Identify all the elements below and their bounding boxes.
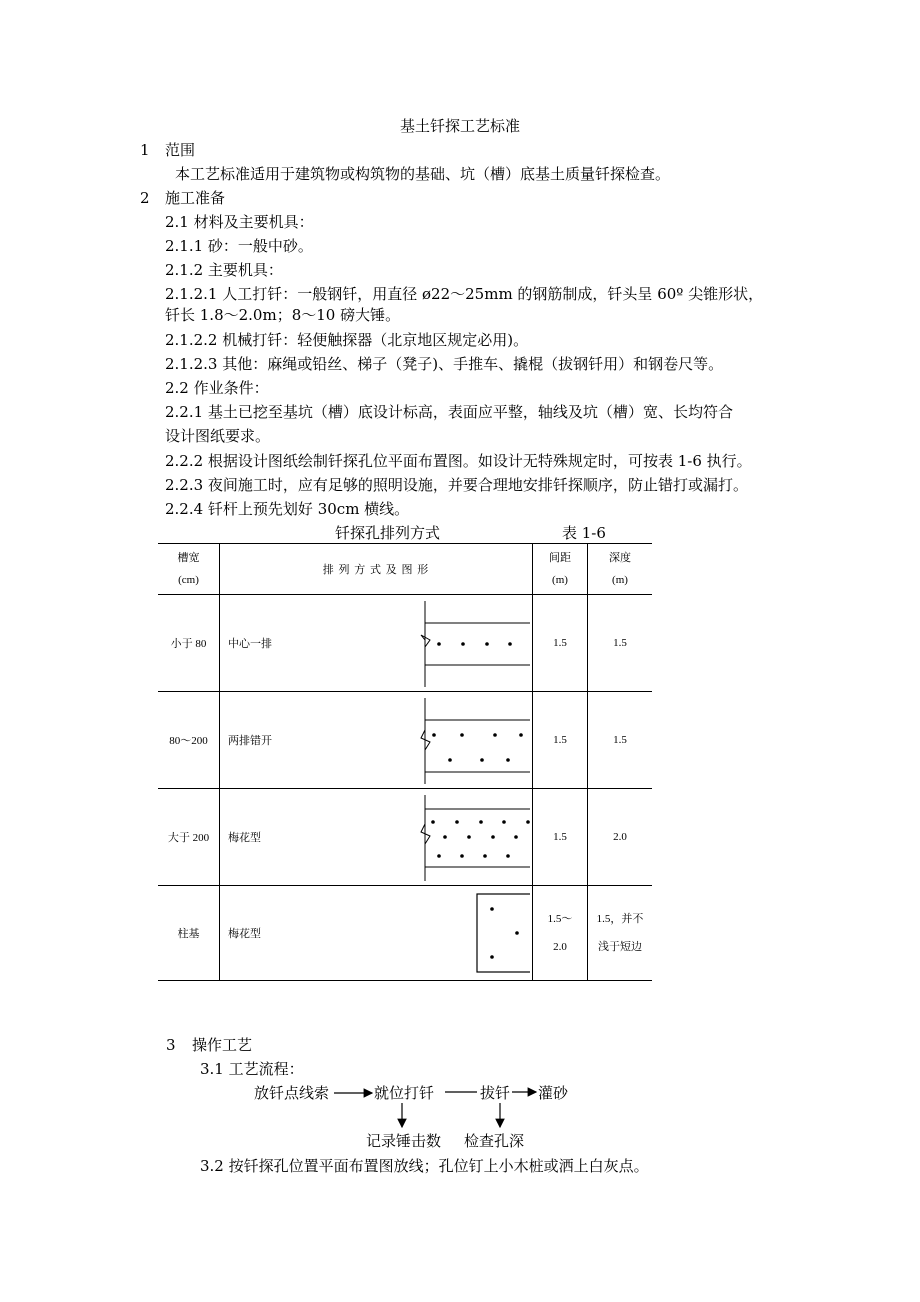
row-width: 80～200 [158, 692, 220, 789]
para-3-1: 3.1 工艺流程： [200, 1060, 304, 1078]
row-method-label: 梅花型 [228, 832, 261, 844]
row-depth: 2.0 [588, 789, 653, 886]
header-depth-label: 深度 [609, 552, 631, 564]
header-spacing-unit: (m) [552, 574, 568, 586]
para-2-2-1: 2.2.1 基土已挖至基坑（槽）底设计标高，表面应平整，轴线及坑（槽）宽、长均符合 [165, 403, 733, 421]
para-2-2-4: 2.2.4 钎杆上预先划好 30cm 横线。 [165, 500, 410, 518]
table-number: 表 1-6 [562, 524, 606, 542]
row-depth-line2: 浅于短边 [598, 941, 642, 953]
row-spacing: 1.5 [533, 789, 588, 886]
row-spacing: 1.5 [533, 595, 588, 692]
header-spacing-label: 间距 [549, 552, 571, 564]
row-spacing: 1.5 [533, 692, 588, 789]
flow-step-4: 灌砂 [538, 1084, 569, 1102]
para-2-2-1-cont: 设计图纸要求。 [165, 427, 271, 445]
para-2-1-1: 2.1.1 砂：一般中砂。 [165, 237, 313, 255]
header-width-label: 槽宽 [177, 552, 200, 564]
flow-sub-2: 检查孔深 [464, 1132, 525, 1150]
para-2-2: 2.2 作业条件： [165, 379, 269, 397]
section-2-number: 2 [140, 189, 150, 207]
section-1-text: 本工艺标准适用于建筑物或构筑物的基础、坑（槽）底基土质量钎探检查。 [175, 165, 671, 183]
row-spacing-line1: 1.5～ [547, 913, 573, 925]
section-3-number: 3 [166, 1036, 176, 1054]
para-2-1-2-1-cont: 钎长 1.8～2.0m；8～10 磅大锤。 [165, 306, 401, 324]
section-3-heading: 操作工艺 [192, 1036, 253, 1054]
para-2-2-2: 2.2.2 根据设计图纸绘制钎探孔位平面布置图。如设计无特殊规定时，可按表 1-6 执行。 [165, 452, 752, 470]
para-2-1-2-2: 2.1.2.2 机械打钎：轻便触探器（北京地区规定必用)。 [165, 331, 529, 349]
row-depth-line1: 1.5，并不 [596, 913, 644, 925]
flow-sub-1: 记录锤击数 [366, 1132, 442, 1150]
row-method-label: 两排错开 [228, 735, 272, 747]
para-2-1: 2.1 材料及主要机具： [165, 213, 314, 231]
page-title: 基土钎探工艺标准 [399, 117, 520, 135]
row-depth: 1.5 [588, 595, 653, 692]
para-2-1-2-1: 2.1.2.1 人工打钎：一般钢钎，用直径 ø22～25mm 的钢筋制成，钎头呈 60º 尖锥形状， [165, 285, 764, 303]
table-caption: 钎探孔排列方式 [335, 524, 441, 542]
para-3-2: 3.2 按钎探孔位置平面布置图放线；孔位钉上小木桩或洒上白灰点。 [200, 1157, 649, 1175]
para-2-1-2-3: 2.1.2.3 其他：麻绳或铅丝、梯子（凳子)、手推车、撬棍（拔钢钎用）和钢卷尺等。 [165, 355, 724, 373]
row-spacing-line2: 2.0 [553, 941, 567, 953]
para-2-2-3: 2.2.3 夜间施工时，应有足够的照明设施，并要合理地安排钎探顺序，防止错打或漏打。 [165, 476, 748, 494]
section-1-number: 1 [140, 141, 150, 159]
row-width: 小于 80 [158, 595, 220, 692]
header-method: 排 列 方 式 及 图 形 [220, 544, 533, 595]
section-2-heading: 施工准备 [165, 189, 226, 207]
flow-step-2: 就位打钎 [374, 1084, 435, 1102]
row-width: 柱基 [158, 886, 220, 981]
flow-step-3: 拔钎 [480, 1084, 511, 1102]
row-method-label: 梅花型 [228, 928, 261, 940]
row-width: 大于 200 [158, 789, 220, 886]
row-depth: 1.5 [588, 692, 653, 789]
header-width-unit: (cm) [178, 574, 199, 586]
para-2-1-2: 2.1.2 主要机具： [165, 261, 283, 279]
header-depth-unit: (m) [612, 574, 628, 586]
section-1-heading: 范围 [165, 141, 196, 159]
row-method-label: 中心一排 [228, 638, 272, 650]
flow-step-1: 放钎点线索 [254, 1084, 330, 1102]
